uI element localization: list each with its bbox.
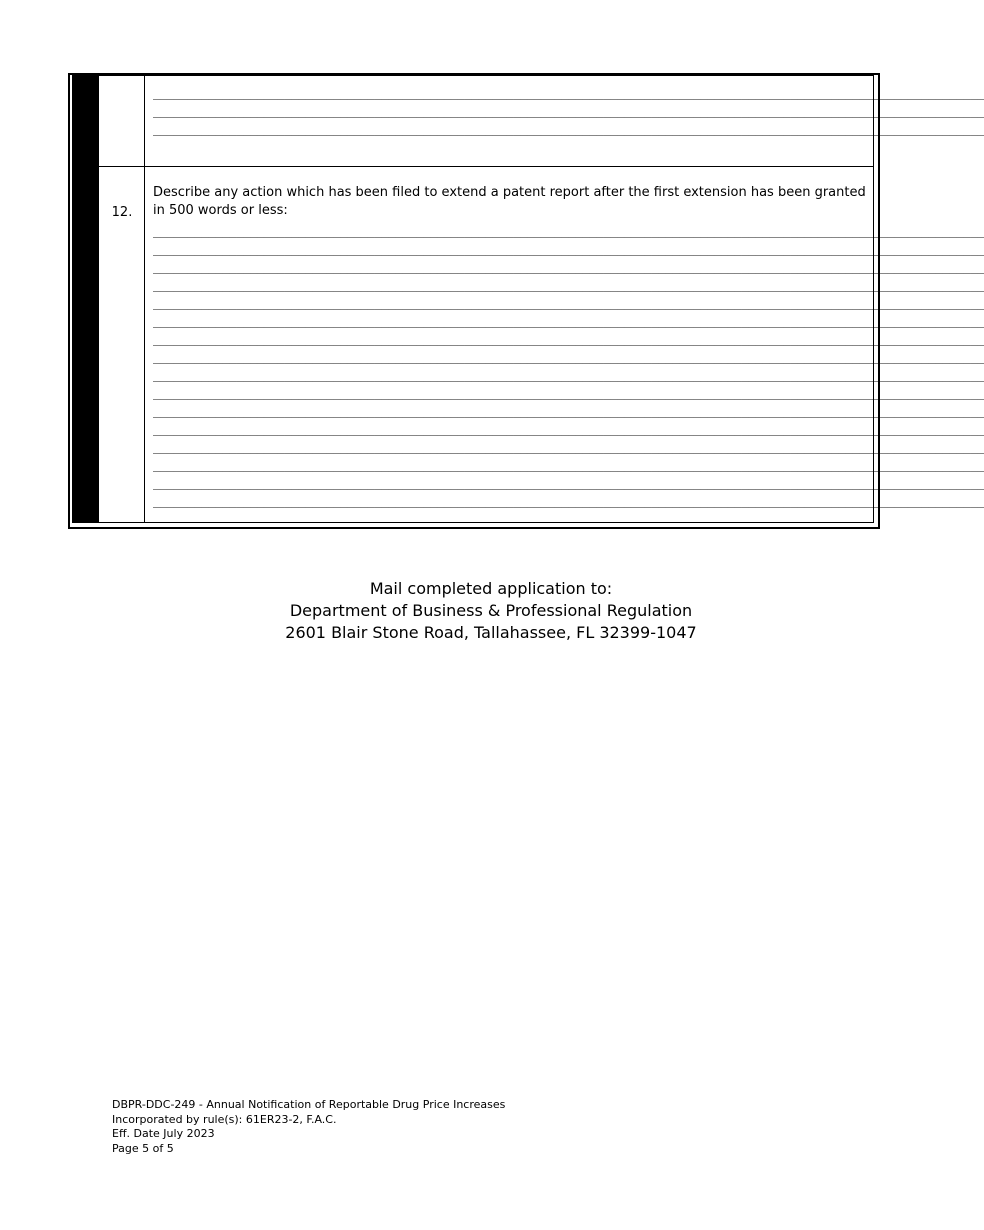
- answer-line: ________________________________________________________________________________________________________________________: [153, 494, 984, 508]
- answer-line: ________________________________________________________________________________________________________________________: [153, 422, 984, 436]
- answer-line: ________________________________________________________________________________________________________________________: [153, 296, 984, 310]
- page-footer: [112, 1098, 505, 1156]
- mailing-instructions: [0, 578, 982, 644]
- section-bar: [72, 75, 98, 523]
- answer-line: ________________________________________________________________________________________________________________________: [153, 350, 984, 364]
- answer-line: ________________________________________________________________________________________________________________________: [153, 260, 984, 274]
- page-number: Page 5 of 5: [112, 1141, 174, 1155]
- answer-line: ________________________________________________________________________________________________________________________: [153, 242, 984, 256]
- answer-line: ________________________________________________________________________________________________________________________: [153, 386, 984, 400]
- table-row: [99, 76, 984, 167]
- form-id: DBPR-DDC-249 - Annual Notification of Reportable Drug Price Increases: [112, 1098, 506, 1111]
- form-table: [68, 73, 984, 529]
- mail-heading: Mail completed application to:: [369, 579, 613, 598]
- answer-line: ________________________________________________________________________________________________________________________: [153, 104, 984, 118]
- effective-date: Eff. Date July 2023: [112, 1127, 215, 1140]
- mail-department: Department of Business & Professional Regulation: [289, 601, 693, 620]
- answer-line: ________________________________________________________________________________________________________________________: [153, 440, 984, 454]
- mail-address: 2601 Blair Stone Road, Tallahassee, FL 32399-1047: [285, 623, 697, 642]
- answer-line: ________________________________________________________________________________________________________________________: [153, 314, 984, 328]
- rule-reference: Incorporated by rule(s): 61ER23-2, F.A.C.: [112, 1112, 337, 1126]
- answer-area[interactable]: [153, 222, 984, 510]
- previous-answer-area[interactable]: [153, 84, 984, 138]
- answer-line: ________________________________________________________________________________________________________________________: [153, 458, 984, 472]
- question-number: 12.: [111, 205, 133, 220]
- row-number-cell: [99, 76, 145, 166]
- answer-line: ________________________________________________________________________________________________________________________: [153, 404, 984, 418]
- table-body: [98, 75, 984, 523]
- answer-line: ________________________________________________________________________________________________________________________: [153, 86, 984, 100]
- answer-line: ________________________________________________________________________________________________________________________: [153, 332, 984, 346]
- row-number-cell: [99, 167, 145, 522]
- table-row-12: [99, 167, 984, 522]
- answer-line: ________________________________________________________________________________________________________________________: [153, 368, 984, 382]
- answer-line: ________________________________________________________________________________________________________________________: [153, 278, 984, 292]
- answer-line: ________________________________________________________________________________________________________________________: [153, 122, 984, 136]
- question-text: Describe any action which has been filed to extend a patent report after the first extension has been granted in 500 words or less:: [153, 185, 866, 218]
- answer-line: ________________________________________________________________________________________________________________________: [153, 476, 984, 490]
- answer-line: ________________________________________________________________________________________________________________________: [153, 224, 984, 238]
